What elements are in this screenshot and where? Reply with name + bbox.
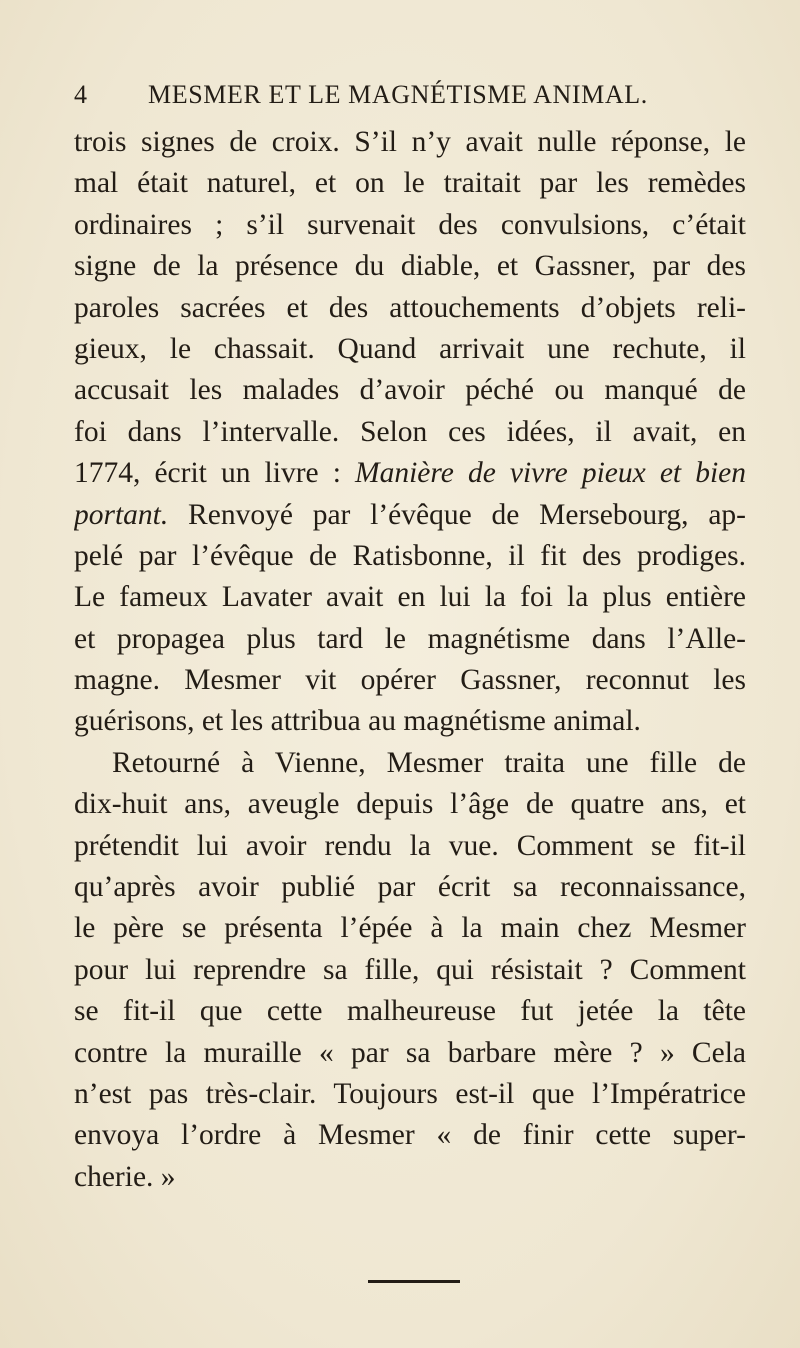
book-title-italic-end: portant. [74, 498, 169, 531]
text-line-10-rest: Renvoyé par l’évêque de Mersebourg, ap- [168, 498, 746, 531]
text-line-13: et propagea plus tard le magnétisme dans l’Alle- [74, 622, 746, 655]
paragraph-2-line-1: Retourné à Vienne, Mesmer traita une fille de [112, 746, 746, 779]
page-header [74, 80, 726, 120]
section-end-rule [368, 1280, 460, 1283]
paragraph-2-line-4: qu’après avoir publié par écrit sa reconnaissance, [74, 871, 746, 904]
text-line-1: trois signes de croix. S’il n’y avait nulle réponse, le [74, 126, 746, 158]
text-line-7: accusait les malades d’avoir péché ou manqué de [74, 374, 746, 407]
paragraph-2-line-9: n’est pas très-clair. Toujours est-il que l’Impératrice [74, 1077, 746, 1110]
paragraph-2-line-3: prétendit lui avoir rendu la vue. Comment se fit-il [74, 829, 746, 862]
paragraph-2-line-5: le père se présenta l’épée à la main chez Mesmer [74, 912, 746, 945]
paragraph-2-line-10: envoya l’ordre à Mesmer « de finir cette super- [74, 1119, 746, 1152]
paragraph-2-line-2: dix-huit ans, aveugle depuis l’âge de quatre ans, et [74, 788, 746, 821]
text-line-3: ordinaires ; s’il survenait des convulsions, c’était [74, 208, 746, 241]
text-line-6: gieux, le chassait. Quand arrivait une rechute, il [74, 332, 746, 365]
text-line-4: signe de la présence du diable, et Gassner, par des [74, 250, 746, 283]
page-number: 4 [74, 80, 88, 109]
paragraph-2-line-11: cherie. » [74, 1160, 176, 1193]
text-line-11: pelé par l’évêque de Ratisbonne, il fit des prodiges. [74, 539, 746, 572]
paragraph-2-line-8: contre la muraille « par sa barbare mère ? » Cela [74, 1036, 746, 1069]
paragraph-2-line-6: pour lui reprendre sa fille, qui résistait ? Comment [74, 953, 746, 986]
text-line-8: foi dans l’intervalle. Selon ces idées, il avait, en [74, 415, 746, 448]
body-text [74, 122, 746, 1198]
text-line-5: paroles sacrées et des attouchements d’objets reli- [74, 291, 746, 324]
text-line-10 [74, 495, 746, 536]
text-line-14: magne. Mesmer vit opérer Gassner, reconnut les [74, 664, 746, 697]
text-line-12: Le fameux Lavater avait en lui la foi la plus entière [74, 581, 746, 614]
book-title-italic: Manière de vivre pieux et bien [355, 457, 746, 490]
text-line-15: guérisons, et les attribua au magnétisme animal. [74, 705, 641, 738]
running-title: MESMER ET LE MAGNÉTISME ANIMAL. [148, 80, 648, 109]
text-line-9 [74, 453, 746, 494]
paragraph-2-line-7: se fit-il que cette malheureuse fut jetée la tête [74, 995, 746, 1028]
text-line-9-start: 1774, écrit un livre : [74, 457, 356, 490]
text-line-2: mal était naturel, et on le traitait par les remèdes [74, 167, 746, 200]
